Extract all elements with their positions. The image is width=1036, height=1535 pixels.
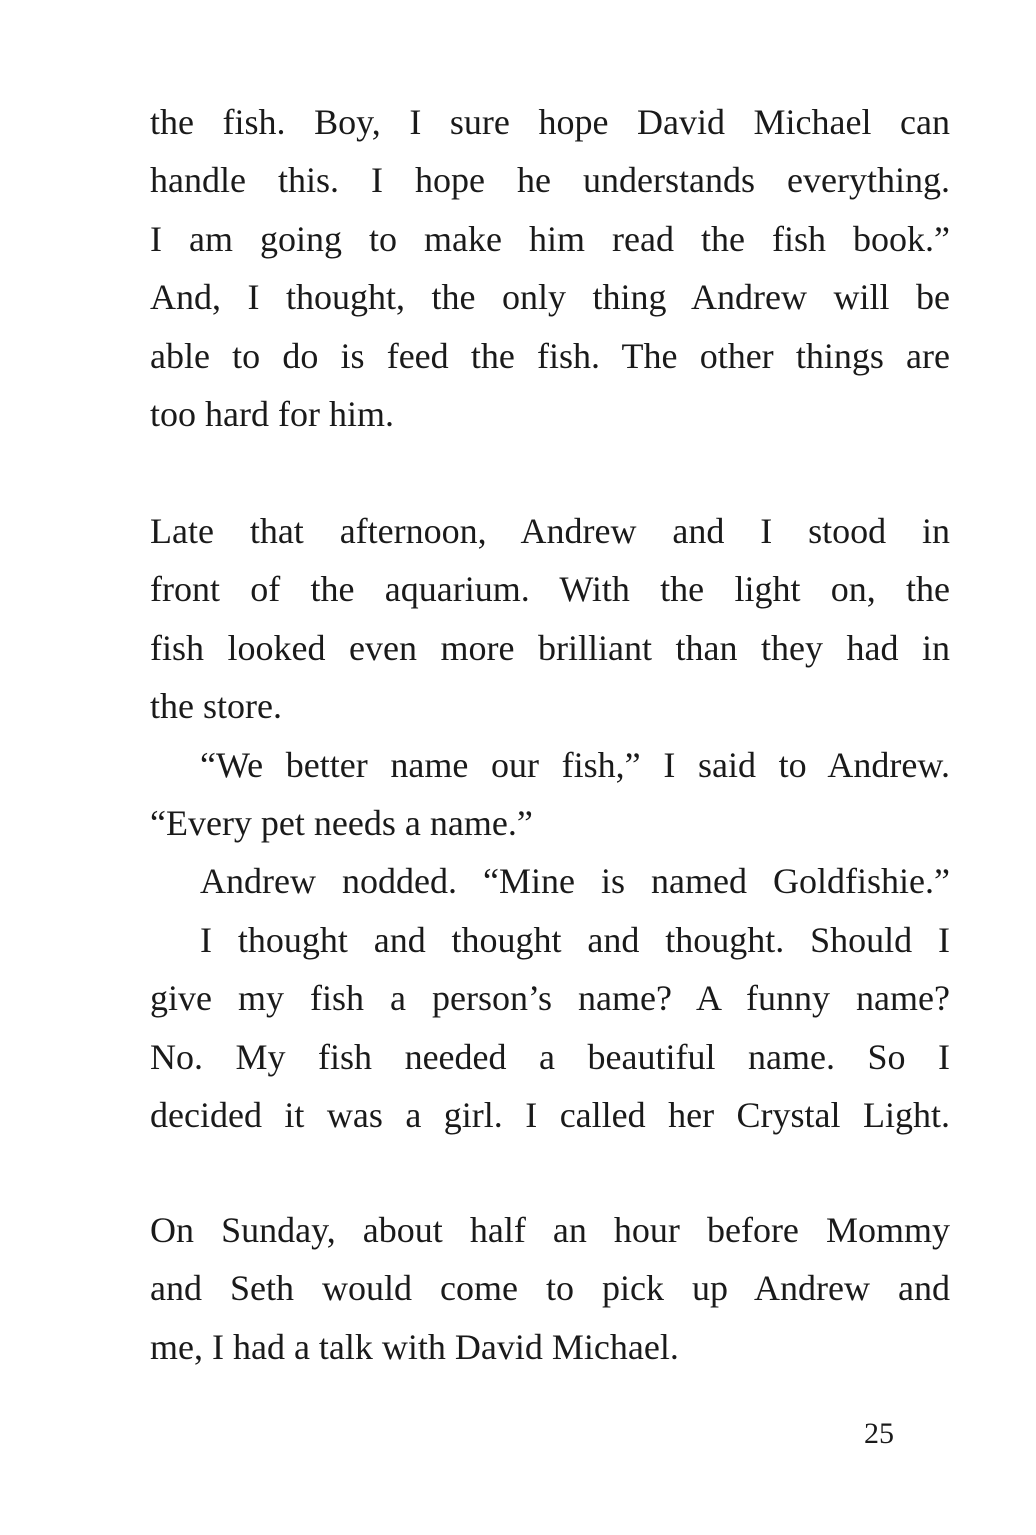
text-line: able to do is feed the fish. The other things are [150, 335, 950, 376]
text-line: handle this. I hope he understands everything. [150, 160, 950, 201]
text-line: Late that afternoon, Andrew and I stood in [150, 511, 950, 551]
paragraph-fish-care [150, 93, 950, 443]
text-line: No. My fish needed a beautiful name. So I [150, 1036, 950, 1077]
text-line: give my fish a person’s name? A funny name? [150, 978, 950, 1019]
text-line: too hard for him. [150, 393, 394, 434]
paragraph-sunday [150, 1201, 950, 1376]
text-line: front of the aquarium. With the light on, the [150, 569, 950, 610]
text-line: decided it was a girl. I called her Crystal Light. [150, 1094, 950, 1135]
paragraph-naming-fish [150, 502, 950, 1144]
text-line: the fish. Boy, I sure hope David Michael can [150, 102, 950, 142]
text-line: I am going to make him read the fish book.” [150, 218, 950, 259]
text-line: the store. [150, 686, 282, 727]
text-line: “We better name our fish,” I said to Andrew. [200, 744, 950, 785]
text-line: And, I thought, the only thing Andrew will be [150, 277, 950, 318]
text-line: and Seth would come to pick up Andrew and [150, 1268, 950, 1309]
text-line: me, I had a talk with David Michael. [150, 1326, 679, 1367]
text-line: “Every pet needs a name.” [150, 802, 533, 843]
text-line: I thought and thought and thought. Should I [200, 919, 950, 960]
text-line: Andrew nodded. “Mine is named Goldfishie.” [200, 861, 950, 902]
page-number: 25 [864, 1417, 894, 1450]
text-line: fish looked even more brilliant than they had in [150, 627, 950, 668]
text-line: On Sunday, about half an hour before Mommy [150, 1210, 950, 1250]
